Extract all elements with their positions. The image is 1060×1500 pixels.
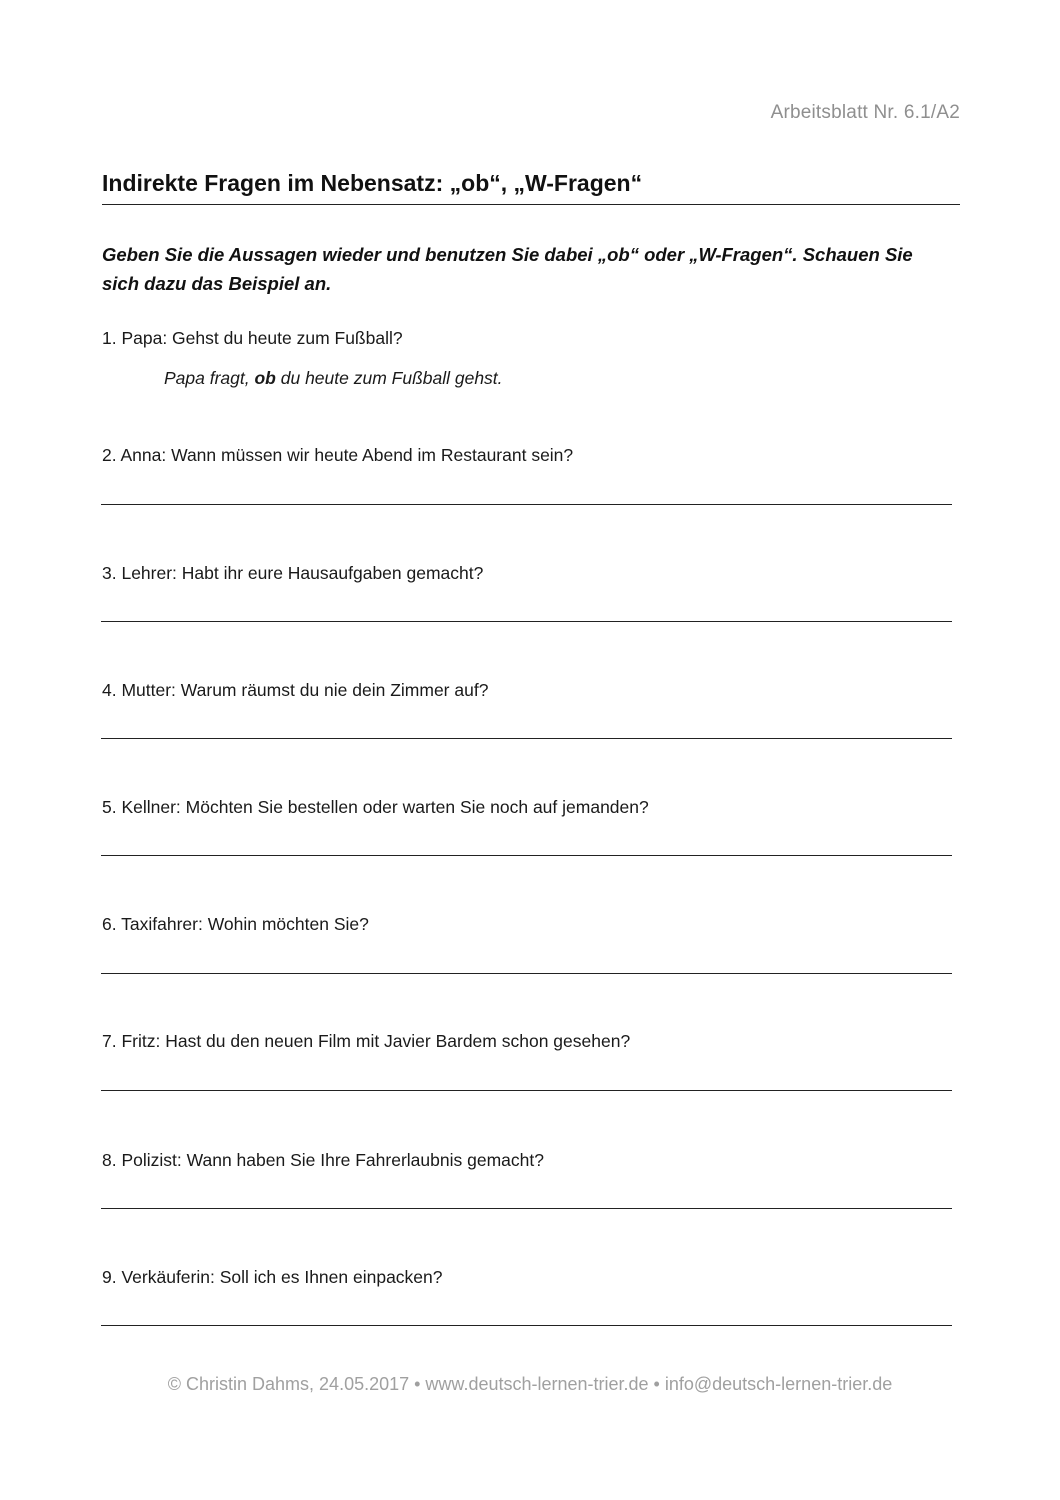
answer-line-2[interactable]: [101, 504, 952, 505]
answer-line-8[interactable]: [101, 1208, 952, 1209]
answer-line-6[interactable]: [101, 973, 952, 974]
example-answer-end: du heute zum Fußball gehst.: [275, 368, 503, 388]
example-answer-start: Papa fragt,: [164, 368, 255, 388]
answer-line-9[interactable]: [101, 1325, 952, 1326]
question-5: 5. Kellner: Möchten Sie bestellen oder warten Sie noch auf jemanden?: [102, 797, 649, 817]
question-6: 6. Taxifahrer: Wohin möchten Sie?: [102, 914, 369, 934]
question-2: 2. Anna: Wann müssen wir heute Abend im Restaurant sein?: [102, 445, 574, 465]
answer-line-7[interactable]: [101, 1090, 952, 1091]
answer-line-5[interactable]: [101, 855, 952, 856]
question-8: 8. Polizist: Wann haben Sie Ihre Fahrerlaubnis gemacht?: [102, 1150, 544, 1170]
question-7: 7. Fritz: Hast du den neuen Film mit Javier Bardem schon gesehen?: [102, 1031, 631, 1051]
copyright-footer: © Christin Dahms, 24.05.2017 • www.deutsch-lernen-trier.de • info@deutsch-lernen-trier.de: [167, 1374, 893, 1394]
worksheet-title: Indirekte Fragen im Nebensatz: „ob“, „W-Fragen“: [102, 168, 960, 205]
question-9: 9. Verkäuferin: Soll ich es Ihnen einpacken?: [102, 1267, 443, 1287]
answer-line-4[interactable]: [101, 738, 952, 739]
worksheet-number: Arbeitsblatt Nr. 6.1/A2: [770, 102, 960, 123]
task-instruction: Geben Sie die Aussagen wieder und benutzen Sie dabei „ob“ oder „W-Fragen“. Schauen Sie sich dazu das Beispiel an.: [102, 244, 913, 294]
example-answer-keyword: ob: [254, 368, 276, 388]
question-4: 4. Mutter: Warum räumst du nie dein Zimmer auf?: [102, 680, 489, 700]
answer-line-3[interactable]: [101, 621, 952, 622]
example-answer: [164, 366, 503, 390]
question-3: 3. Lehrer: Habt ihr eure Hausaufgaben gemacht?: [102, 563, 484, 583]
example-question: 1. Papa: Gehst du heute zum Fußball?: [102, 328, 403, 348]
